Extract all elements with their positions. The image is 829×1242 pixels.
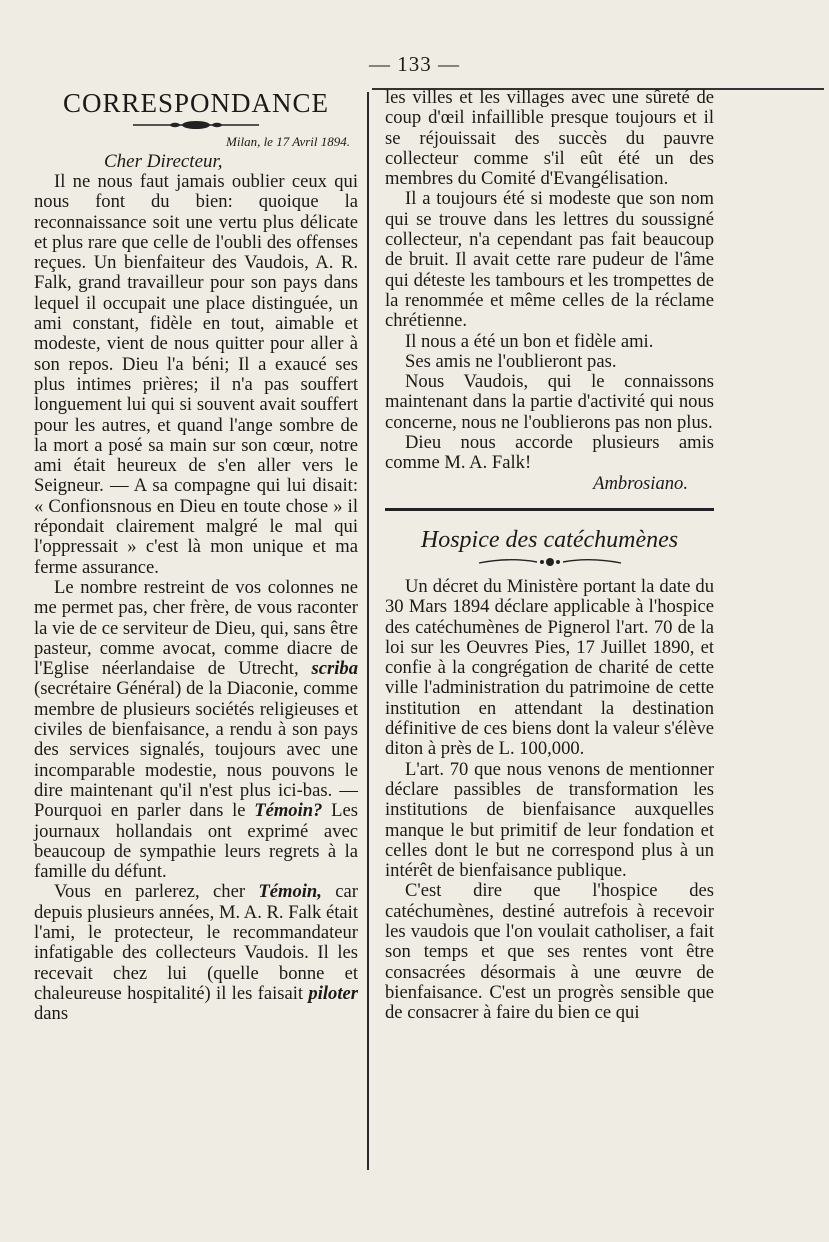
paragraph: les villes et les villages avec une sûreté de coup d'œil infaillible presque toujours et il se réjouissait des succès du pauvre collecteur comme s'il eût été un des membres du Comité d'Evangélisation. [385,87,714,190]
paragraph: Ses amis ne l'oublieront pas. [405,350,617,372]
paragraph: Un décret du Ministère portant la date du 30 Mars 1894 déclare applicable à l'hospice des catéchumènes de Pignerol l'art. 70 de la loi sur les Oeuvres Pies, 17 Juillet 1890, et confie à la congrégation de charité de cette ville l'administration du patrimoine de cette institution en attendant la destination définitive de ces biens dont la valeur s'élève diton à près de L. 100,000. [385,575,714,760]
section-rule [385,508,714,511]
dateline: Milan, le 17 Avril 1894. [226,134,350,149]
paragraph: Il a toujours été si modeste que son nom qui se trouve dans les lettres du soussigné collecteur, n'a cependant pas fait beaucoup de bruit. Il avait cette rare pudeur de l'âme qui déteste les tambours et les trompettes de la renommée et même celles de la réclame chrétienne. [385,188,714,332]
left-column [34,88,358,1024]
ornament-divider-icon [475,555,625,569]
paragraph: Dieu nous accorde plusieurs amis comme M. A. Falk! [385,432,714,474]
paragraph: Il ne nous faut jamais oublier ceux qui nous font du bien: quoique la reconnaissance soit une vertu plus délicate et plus rare que celle de l'oubli des offenses reçues. Un bienfaiteur des Vaudois, A. R. Falk, grand travailleur pour son pays dans lequel il occupait une place distinguée, un ami constant, fidèle en tout, aimable et modeste, vient de nous quitter pour aller à son repos. Dieu l'a béni; Il a exaucé ses plus intimes prières; il n'a pas souffert longuement lui qui si souvent avait souffert pour les autres, et quand l'ange sombre de la mort a posé sa main sur son cœur, notre ami était heureux de s'en aller vers le Seigneur. — A sa compagne qui lui disait: « Confionsnous en Dieu en toute chose » il répondait clairement malgré le mal qui l'oppressait » c'est là mon unique et ma ferme assurance. [34,171,358,578]
page-number: — 133 — [369,52,460,76]
paragraph: C'est dire que l'hospice des catéchumènes, destiné autrefois à recevoir les vaudois que l'on voulait catholiser, a fait son temps et que ses rentes vont être consacrées désormais à une œuvre de bienfaisance. C'est un progrès sensible que de consacrer à faire du bien ce qui [385,880,714,1024]
section-title-correspondance: CORRESPONDANCE [62,88,330,118]
paragraph: L'art. 70 que nous venons de mentionner déclare passibles de transformation les institutions de bienfaisance auxquelles manque le but primitif de leur fondation et celles dont le but ne correspond plus à un intérêt de bienfaisance publique. [385,758,714,882]
right-column [385,88,714,1023]
paragraph: Le nombre restreint de vos colonnes ne me permet pas, cher frère, de vous raconter la vie de ce serviteur de Dieu, qui, sans être pasteur, comme avocat, comme diacre de l'Eglise néerlandaise de Utrecht, scriba (secrétaire Général) de la Diaconie, comme membre de plusieurs sociétés religieuses et civiles de bienfaisance, a rendu à son pays des services signalés, toujours avec une incomparable modestie, nous pouvons le dire maintenant qu'il n'est plus ici-bas. — Pourquoi en parler dans le Témoin? Les journaux hollandais ont exprimé avec beaucoup de sympathie leurs regrets à la famille du défunt. [34,576,358,883]
paragraph: Nous Vaudois, qui le connaissons maintenant dans la partie d'activité qui nous concerne, nous ne l'oublierons pas non plus. [385,371,714,433]
signature: Ambrosiano. [593,472,688,494]
paragraph: Vous en parlerez, cher Témoin, car depuis plusieurs années, M. A. R. Falk était l'ami, le protecteur, le recommandateur infatigable des collecteurs Vaudois. Il les recevait chez lui (quelle bonne et chaleureuse hospitalité) il les faisait piloter dans [34,881,358,1025]
section-title-hospice: Hospice des catéchumènes [420,526,679,553]
ornament-divider-icon [131,118,261,132]
paragraph: Il nous a été un bon et fidèle ami. [405,330,654,352]
column-divider [367,92,369,1170]
salutation: Cher Directeur, [104,151,223,172]
